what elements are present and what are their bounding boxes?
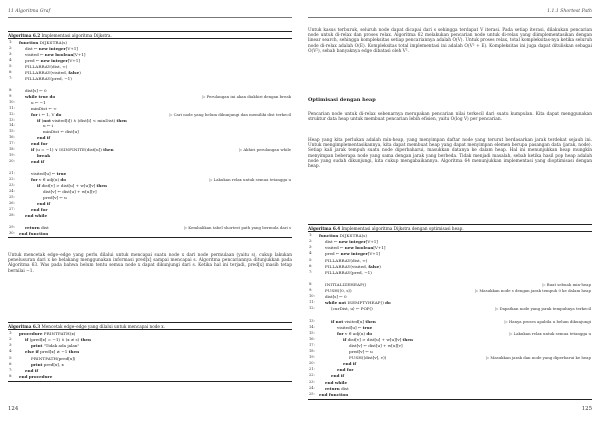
algorithm-line <box>308 239 592 245</box>
line-code: end if <box>31 159 45 165</box>
header-rule-right <box>308 17 592 18</box>
line-code: print pred[x], x <box>31 361 64 367</box>
line-code: if (u = −1) ∨ ISINFINITE(dist[u]) then <box>31 147 114 153</box>
line-comment: ▷ Dapatkan node yang jarak tempuhnya terkecil <box>495 306 591 312</box>
line-number: 25: <box>9 194 15 199</box>
algorithm-6-3-box <box>8 322 292 382</box>
line-number: 5: <box>309 257 313 262</box>
line-number: 23: <box>9 182 15 187</box>
line-number: 4: <box>9 58 13 63</box>
line-code: visited[u] ← true <box>337 324 373 330</box>
line-code: FILLARRAY(dist, ∞) <box>25 63 68 69</box>
algorithm-line <box>308 251 592 257</box>
algorithm-line <box>8 374 292 380</box>
line-number: 6: <box>9 361 13 366</box>
line-number: 18: <box>9 147 15 152</box>
line-code: dist[s] ← 0 <box>25 87 47 93</box>
line-number: 19: <box>309 355 315 360</box>
line-code: dist ← new integer[V+1] <box>25 46 78 52</box>
body-paragraph-1: Untuk kasus terburuk, seluruh node dapat dicapai dari s sehingga terdapat V iterasi. Pada setiap iterasi, dilakukan pencarian node untuk di-relax dan proses relax. Algoritma 62 melakukan pencarian node untuk di-relax yang diimplementasikan dengan linear search, sehingga kompleksitas setiap pencariannya adalah O(V). Untuk proses relax, total kompleksitas-nya ketika seluruh node di-relax adalah O(E). Kompleksitas total implementasi ini adalah O(V² + E). Kompleksitas ini juga dapat dituliskan sebagai O(V²), sebab banyaknya edge dibatasi oleh V². <box>308 28 592 54</box>
body-paragraph-3: Heap yang kita perlukan adalah min-heap, yang menyimpan daftar node yang terurut berdasarkan jarak terdekat sejauh ini. Untuk mengimplementasikannya, kita dapat membuat heap yang dapat menyimpan elemen berupa pasangan data ⟨jarak, node⟩. Setiap kali jarak tempuh suatu node diperbaharui, masukkan datanya ke dalam heap. Hal ini menunjukkan heap mungkin menyimpan beberapa node yang sama dengan jarak yang berbeda. Tidak menjadi masalah, sebab ketika hasil pop heap adalah node yang sudah dikunjungi, kita cukup mengabaikannya. Algoritma 64 menunjukkan implementasi yang dioptimisasi dengan heap. <box>308 138 592 170</box>
algorithm-line <box>8 231 292 237</box>
algorithm-line <box>308 282 592 288</box>
line-number: 25: <box>309 391 315 396</box>
line-code: pred[v] ← u <box>43 194 67 200</box>
algorithm-6-4-box <box>308 224 592 400</box>
line-code: end function <box>319 391 349 397</box>
line-code: if (not visited[i]) ∧ (dist[i] < minDist) then <box>37 117 127 123</box>
header-rule-left <box>8 17 292 18</box>
algorithm-line <box>8 331 292 337</box>
line-number: 24: <box>9 188 15 193</box>
line-number: 14: <box>309 324 315 329</box>
line-code: end if <box>37 200 51 206</box>
line-number: 30: <box>9 230 15 235</box>
line-number: 7: <box>9 367 13 372</box>
line-code: end while <box>25 212 48 218</box>
algorithm-caption-text: Mencetak edge–edge yang dilalui untuk mencapai node x. <box>41 323 165 329</box>
line-number: 14: <box>9 123 15 128</box>
algorithm-caption <box>8 32 292 39</box>
line-number: 6: <box>9 69 13 74</box>
algorithm-line <box>308 325 592 331</box>
algorithm-line <box>308 264 592 270</box>
algorithm-line <box>8 349 292 355</box>
algorithm-line <box>8 343 292 349</box>
algorithm-caption-label: Algoritma 6.4 <box>308 225 341 231</box>
line-code: pred ← new integer[V+1] <box>25 58 80 64</box>
algorithm-body <box>8 330 292 380</box>
algorithm-line <box>308 258 592 264</box>
line-code: FILLARRAY(dist, ∞) <box>325 257 368 263</box>
line-number: 18: <box>309 349 315 354</box>
line-number: 17: <box>309 342 315 347</box>
line-comment: ▷ Masukkan jarak dan node yang diperbarui ke heap <box>486 355 591 361</box>
algorithm-caption-label: Algoritma 6.2 <box>8 32 41 38</box>
line-number: 8: <box>9 373 13 378</box>
algorithm-line <box>8 368 292 374</box>
line-code: u ← i <box>43 123 53 129</box>
line-code: for v ∈ adj(u) do <box>31 177 66 183</box>
line-comment: ▷ Kembalikan tabel shortest path yang bermula dari s <box>184 224 291 230</box>
line-number: 5: <box>9 355 13 360</box>
line-comment: ▷ Perulangan ini akan diakhiri dengan break <box>202 93 291 99</box>
algorithm-line <box>308 294 592 300</box>
line-number: 12: <box>9 111 15 116</box>
line-number: 9: <box>309 288 313 293</box>
line-code: return dist <box>325 385 349 391</box>
line-number: 22: <box>309 373 315 378</box>
line-code: function DIJKSTRA(s) <box>319 233 367 239</box>
line-number: 23: <box>309 379 315 384</box>
line-code: dist ← new integer[V+1] <box>325 239 378 245</box>
line-number: 17: <box>9 141 15 146</box>
line-comment: ▷ Akhiri perulangan while <box>239 147 291 153</box>
algorithm-line <box>308 233 592 239</box>
line-code: procedure PRINTPATH(x) <box>19 331 76 337</box>
line-number: 19: <box>9 153 15 158</box>
line-code: FILLARRAY(visited, false) <box>325 263 381 269</box>
line-number: 4: <box>9 349 13 354</box>
line-code: if not visited[u] then <box>331 318 376 324</box>
algorithm-line <box>308 373 592 379</box>
line-code: while true do <box>25 93 56 99</box>
line-comment: ▷ Buat sebuah min-heap <box>542 281 591 287</box>
algorithm-6-2-box <box>8 31 292 238</box>
line-code: end for <box>31 206 48 212</box>
line-code: if (pred[x] = −1) ∧ (x ≠ s) then <box>25 337 92 343</box>
line-number: 27: <box>9 206 15 211</box>
line-number: 7: <box>9 75 13 80</box>
line-code: PUSH(⟨0, s⟩) <box>325 288 352 294</box>
line-code: end procedure <box>19 373 53 379</box>
line-code: if dist[v] > dist[u] + w[u][v] then <box>343 336 413 342</box>
line-number: 7: <box>309 269 313 274</box>
line-code: end if <box>343 361 357 367</box>
line-number: 16: <box>309 336 315 341</box>
algorithm-body <box>8 39 292 237</box>
line-number: 20: <box>9 159 15 164</box>
line-code: end if <box>25 367 39 373</box>
algorithm-line <box>8 337 292 343</box>
algorithm-line <box>308 355 592 361</box>
line-number: 11: <box>9 105 15 110</box>
line-number: 16: <box>9 135 15 140</box>
line-number: 10: <box>309 294 315 299</box>
line-number: 28: <box>9 212 15 217</box>
line-code: ⟨curDist, u⟩ ← POP() <box>331 306 373 312</box>
algorithm-line <box>308 380 592 386</box>
line-code: break <box>37 153 51 159</box>
algorithm-line <box>308 337 592 343</box>
line-code: u ← −1 <box>31 99 46 105</box>
line-code: return dist <box>25 224 49 230</box>
line-number: 15: <box>309 330 315 335</box>
line-code: while not ISEMPTYHEAP() do <box>325 300 391 306</box>
line-number: 13: <box>9 117 15 122</box>
algorithm-line <box>308 245 592 251</box>
line-code: if dist[v] > dist[u] + w[u][v] then <box>37 182 107 188</box>
line-number: 11: <box>309 300 315 305</box>
line-code: else if pred[x] ≠ −1 then <box>25 349 80 355</box>
section-title: Optimisasi dengan heap <box>308 97 376 103</box>
line-code: INITIALIZEHEAP() <box>325 281 367 287</box>
line-code: visited ← new boolean[V+1] <box>25 52 86 58</box>
line-code: PUSH(⟨dist[v], v⟩) <box>349 355 387 361</box>
algorithm-line <box>308 349 592 355</box>
algorithm-line <box>308 361 592 367</box>
line-code: FILLARRAY(pred, −1) <box>25 75 72 81</box>
algorithm-caption-text: Implementasi algoritma Dijkstra. <box>41 32 112 38</box>
body-paragraph: Untuk mencetak edge–edge yang perlu dilalui untuk mencapai suatu node x dari node permulaan (yaitu s), cukup lakukan penelusuran dari x ke belakang menggunakan informasi pred[x] sampai mencapai s. Algoritma pencariannya ditunjukkan pada Algoritma 63. Was pada bahwa belum tentu semua node x dapat dikunjungi dari s. Ketika hal ini terjadi, pred[x] masih tetap bernilai −1. <box>8 253 292 274</box>
line-code: pred ← new integer[V+1] <box>325 251 380 257</box>
running-header-left: 11 Algoritma Graf <box>8 9 51 14</box>
line-number: 15: <box>9 129 15 134</box>
running-header-right: 1.1.1 Shortest Path <box>547 9 592 14</box>
line-number: 10: <box>9 99 15 104</box>
line-code: print "Tidak ada jalan" <box>31 343 80 349</box>
algorithm-line <box>308 270 592 276</box>
algorithm-line <box>8 356 292 362</box>
line-code: pred[v] ← u <box>349 349 373 355</box>
algorithm-line <box>308 392 592 398</box>
line-number: 3: <box>9 343 13 348</box>
line-number: 21: <box>9 171 15 176</box>
line-number: 2: <box>9 337 13 342</box>
line-code: visited ← new boolean[V+1] <box>325 245 386 251</box>
algorithm-line <box>308 343 592 349</box>
line-number: 1: <box>9 331 13 336</box>
line-number: 2: <box>309 239 313 244</box>
line-code: FILLARRAY(visited, false) <box>25 69 81 75</box>
line-number: 22: <box>9 177 15 182</box>
algorithm-line <box>308 367 592 373</box>
algorithm-line <box>308 288 592 294</box>
line-number: 26: <box>9 200 15 205</box>
line-code: end for <box>337 367 354 373</box>
line-code: minDist ← dist[u] <box>43 129 79 135</box>
line-number: 1: <box>309 233 313 238</box>
line-code: end for <box>31 141 48 147</box>
line-number: 5: <box>9 63 13 68</box>
line-number: 21: <box>309 367 315 372</box>
algorithm-line <box>308 312 592 318</box>
line-code: end if <box>37 135 51 141</box>
line-comment: ▷ Lakukan relax untuk semua tetangga u <box>509 330 591 336</box>
page-number-left: 124 <box>8 406 19 412</box>
line-number: 9: <box>9 93 13 98</box>
line-code: FILLARRAY(pred, −1) <box>325 269 372 275</box>
line-number: 3: <box>309 245 313 250</box>
algorithm-line <box>308 319 592 325</box>
line-number: 13: <box>309 318 315 323</box>
line-code: dist[v] ← dist[u] + w[u][v] <box>349 342 403 348</box>
algorithm-line <box>308 276 592 282</box>
line-code: end while <box>325 379 348 385</box>
line-code: end if <box>331 373 345 379</box>
algorithm-body <box>308 232 592 398</box>
line-number: 3: <box>9 52 13 57</box>
line-code: visited[u] ← true <box>31 171 67 177</box>
line-number: 4: <box>309 251 313 256</box>
algorithm-caption-text: Implementasi algoritma Dijkstra dengan optimisasi heap. <box>341 225 464 231</box>
algorithm-caption <box>8 323 292 330</box>
line-code: minDist ← ∞ <box>31 105 57 111</box>
line-comment: ▷ Cari node yang belum dikunjungi dan memiliki dist terkecil <box>169 111 291 117</box>
line-code: PRINTPATH(pred[x]) <box>31 355 76 361</box>
line-code: dist[s] ← 0 <box>325 294 347 300</box>
line-code: end function <box>19 230 49 236</box>
right-page <box>300 0 600 424</box>
line-number: 2: <box>9 46 13 51</box>
line-comment: ▷ Lakukan relax untuk semua tetangga u <box>209 177 291 183</box>
algorithm-line <box>308 386 592 392</box>
line-code: for v ∈ adj(u) do <box>337 330 372 336</box>
line-number: 20: <box>309 361 315 366</box>
line-number: 24: <box>309 385 315 390</box>
line-code: function DIJKSTRA(s) <box>19 40 67 46</box>
algorithm-line <box>308 331 592 337</box>
page-number-right: 125 <box>581 406 592 412</box>
line-number: 12: <box>309 306 315 311</box>
algorithm-caption-label: Algoritma 6.3 <box>8 323 41 329</box>
algorithm-line <box>8 362 292 368</box>
line-comment: ▷ Hanya proses apabila u belum dikunjungi <box>504 318 591 324</box>
line-number: 8: <box>9 87 13 92</box>
body-paragraph-2: Pencarian node untuk di-relax sebenarnya merupakan pencarian nilai terkecil dari suatu kumpulan. Kita dapat menggunakan struktur data heap untuk membuat pencarian lebih efisien, yaitu O(log V) per pencarian. <box>308 112 592 123</box>
algorithm-line <box>308 306 592 312</box>
algorithm-line <box>308 300 592 306</box>
line-code: for i ← 1, V do <box>31 111 62 117</box>
line-number: 29: <box>9 224 15 229</box>
line-comment: ▷ Masukkan node s dengan jarak tempuh 0 ke dalam heap <box>475 288 591 294</box>
line-number: 8: <box>309 281 313 286</box>
line-number: 1: <box>9 40 13 45</box>
line-number: 6: <box>309 263 313 268</box>
line-code: dist[v] ← dist[u] + w[u][v] <box>43 188 97 194</box>
algorithm-caption <box>308 225 592 232</box>
